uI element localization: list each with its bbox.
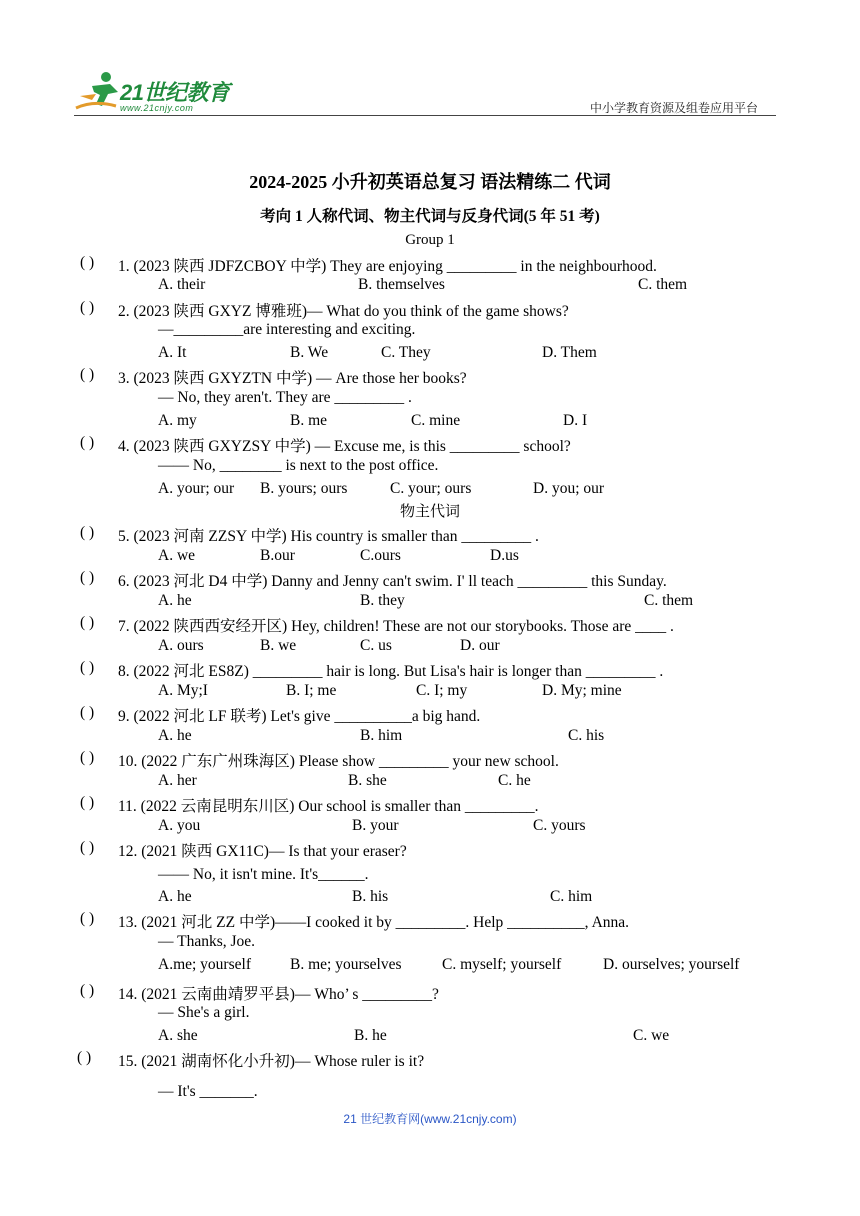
answer-bracket[interactable]: ( ) [80,299,95,316]
question-stem: 8. (2022 河北 ES8Z) _________ hair is long. But Lisa's hair is longer than _________ . [118,663,664,680]
footer-link[interactable]: 21 世纪教育网(www.21cnjy.com) [343,1112,517,1126]
option-d[interactable]: D. you; our [533,480,605,497]
option-a[interactable]: A.me; yourself [158,956,251,973]
answer-bracket[interactable]: ( ) [80,614,95,631]
option-c[interactable]: C. we [633,1027,670,1044]
option-b[interactable]: B. me [290,412,328,429]
answer-bracket[interactable]: ( ) [80,982,95,999]
option-b[interactable]: B. your [352,817,399,834]
option-a[interactable]: A. My;I [158,682,208,699]
option-c[interactable]: C. your; ours [390,480,472,497]
option-c[interactable]: C. I; my [416,682,468,699]
option-d[interactable]: D. I [563,412,588,429]
answer-bracket[interactable]: ( ) [77,1049,92,1066]
question-stem: 12. (2021 陕西 GX11C)— Is that your eraser? [118,843,407,860]
option-b[interactable]: B. they [360,592,405,609]
option-d[interactable]: D. Them [542,344,597,361]
question-dialogue-line: —— No, ________ is next to the post office. [158,457,439,474]
option-d[interactable]: D. ourselves; yourself [603,956,740,973]
option-a[interactable]: A. she [158,1027,198,1044]
logo-text: 21世纪教育 [120,80,230,105]
option-c[interactable]: C. us [360,637,392,654]
question-dialogue-line: — It's _______. [158,1083,258,1100]
option-c[interactable]: C. yours [533,817,586,834]
option-c[interactable]: C. his [568,727,605,744]
option-a[interactable]: A. It [158,344,187,361]
group-label: Group 1 [405,232,455,248]
option-d[interactable]: D. My; mine [542,682,622,699]
question-stem: 4. (2023 陕西 GXYZSY 中学) — Excuse me, is this _________ school? [118,438,571,455]
option-c[interactable]: C. mine [411,412,461,429]
option-a[interactable]: A. your; our [158,480,235,497]
answer-bracket[interactable]: ( ) [80,569,95,586]
question-stem: 1. (2023 陕西 JDFZCBOY 中学) They are enjoying _________ in the neighbourhood. [118,258,657,275]
option-d[interactable]: D.us [490,547,519,564]
option-a[interactable]: A. ours [158,637,204,654]
option-b[interactable]: B. we [260,637,297,654]
option-a[interactable]: A. he [158,727,192,744]
option-a[interactable]: A. he [158,592,192,609]
page-title: 2024-2025 小升初英语总复习 语法精练二 代词 [249,172,611,192]
option-c[interactable]: C. he [498,772,531,789]
question-stem: 7. (2022 陕西西安经开区) Hey, children! These are not our storybooks. Those are ____ . [118,618,674,635]
option-b[interactable]: B. him [360,727,403,744]
option-c[interactable]: C. They [381,344,431,361]
section-subtitle: 考向 1 人称代词、物主代词与反身代词(5 年 51 考) [260,208,600,225]
option-c[interactable]: C.ours [360,547,401,564]
answer-bracket[interactable]: ( ) [80,839,95,856]
question-stem: 2. (2023 陕西 GXYZ 博雅班)— What do you think of the game shows? [118,303,569,320]
answer-bracket[interactable]: ( ) [80,794,95,811]
question-dialogue-line: — She's a girl. [158,1004,250,1021]
answer-bracket[interactable]: ( ) [80,254,95,271]
answer-bracket[interactable]: ( ) [80,366,95,383]
option-d[interactable]: D. our [460,637,500,654]
question-dialogue-line: —_________are interesting and exciting. [158,321,416,338]
question-stem: 3. (2023 陕西 GXYZTN 中学) — Are those her books? [118,370,467,387]
question-stem: 11. (2022 云南昆明东川区) Our school is smaller than _________. [118,798,539,815]
option-a[interactable]: A. their [158,276,206,293]
question-stem: 13. (2021 河北 ZZ 中学)——I cooked it by _________. Help __________, Anna. [118,914,630,931]
option-b[interactable]: B. themselves [358,276,445,293]
answer-bracket[interactable]: ( ) [80,749,95,766]
option-a[interactable]: A. he [158,888,192,905]
option-b[interactable]: B. We [290,344,329,361]
option-b[interactable]: B. I; me [286,682,337,699]
answer-bracket[interactable]: ( ) [80,524,95,541]
question-stem: 6. (2023 河北 D4 中学) Danny and Jenny can't swim. I' ll teach _________ this Sunday. [118,573,667,590]
option-c[interactable]: C. them [644,592,694,609]
logo-url: www.21cnjy.com [120,103,194,113]
header-tagline: 中小学教育资源及组卷应用平台 [590,101,759,115]
question-stem: 14. (2021 云南曲靖罗平县)— Who’ s _________? [118,986,439,1003]
option-b[interactable]: B. he [354,1027,387,1044]
question-stem: 15. (2021 湖南怀化小升初)— Whose ruler is it? [118,1053,425,1070]
option-c[interactable]: C. them [638,276,688,293]
section-label: 物主代词 [399,504,460,520]
answer-bracket[interactable]: ( ) [80,659,95,676]
option-b[interactable]: B.our [260,547,295,564]
option-b[interactable]: B. his [352,888,389,905]
option-b[interactable]: B. me; yourselves [290,956,402,973]
option-a[interactable]: A. her [158,772,197,789]
answer-bracket[interactable]: ( ) [80,910,95,927]
question-dialogue-line: —— No, it isn't mine. It's______. [158,866,369,883]
question-dialogue-line: — Thanks, Joe. [158,933,256,950]
option-b[interactable]: B. yours; ours [260,480,348,497]
option-b[interactable]: B. she [348,772,387,789]
answer-bracket[interactable]: ( ) [80,434,95,451]
question-stem: 9. (2022 河北 LF 联考) Let's give __________a big hand. [118,708,481,725]
option-a[interactable]: A. my [158,412,197,429]
question-dialogue-line: — No, they aren't. They are _________ . [158,389,412,406]
question-stem: 5. (2023 河南 ZZSY 中学) His country is smaller than _________ . [118,528,539,545]
header-divider [74,115,776,116]
option-c[interactable]: C. him [550,888,593,905]
question-stem: 10. (2022 广东广州珠海区) Please show _________ your new school. [118,753,559,770]
option-a[interactable]: A. we [158,547,196,564]
answer-bracket[interactable]: ( ) [80,704,95,721]
option-a[interactable]: A. you [158,817,201,834]
option-c[interactable]: C. myself; yourself [442,956,562,973]
